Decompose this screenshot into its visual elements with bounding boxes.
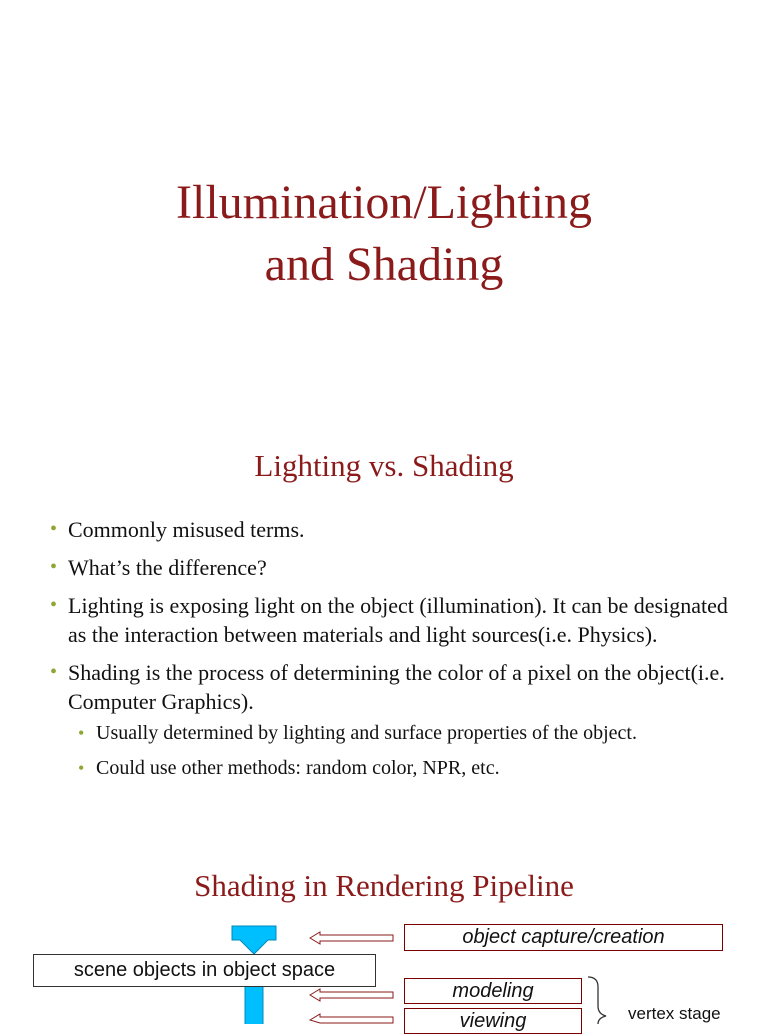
pipeline-flow-bar: [245, 986, 263, 1024]
box-modeling: modeling: [404, 978, 582, 1004]
section-title-lighting-vs-shading: Lighting vs. Shading: [254, 448, 514, 483]
input-arrow-viewing: [310, 1014, 393, 1023]
bullet-item: • Lighting is exposing light on the object (illumination). It can be designated as the interaction between materials and light sources(i.e. Physics).: [50, 591, 750, 649]
bullet-item: • Commonly misused terms.: [50, 515, 750, 544]
vertex-stage-brace: [588, 977, 606, 1024]
bullet-item: • What’s the difference?: [50, 553, 750, 582]
box-scene-objects: scene objects in object space: [33, 954, 376, 987]
slide-title-line-1: Illumination/Lighting: [176, 176, 592, 229]
section-title-pipeline: Shading in Rendering Pipeline: [194, 868, 574, 903]
bullet-text: Shading is the process of determining the color of a pixel on the object(i.e. Computer Graphics).: [68, 660, 725, 714]
input-arrow-capture: [310, 932, 393, 944]
box-viewing: viewing: [404, 1008, 582, 1034]
input-arrow-modeling: [310, 989, 393, 1001]
sub-bullet-item: • Usually determined by lighting and surface properties of the object.: [68, 720, 750, 747]
pipeline-down-arrow-head: [232, 926, 276, 954]
box-object-capture: object capture/creation: [404, 924, 723, 951]
sub-bullet-item: • Could use other methods: random color, NPR, etc.: [68, 755, 750, 782]
vertex-stage-label: vertex stage: [628, 1004, 721, 1023]
slide-title-line-2: and Shading: [264, 238, 504, 291]
